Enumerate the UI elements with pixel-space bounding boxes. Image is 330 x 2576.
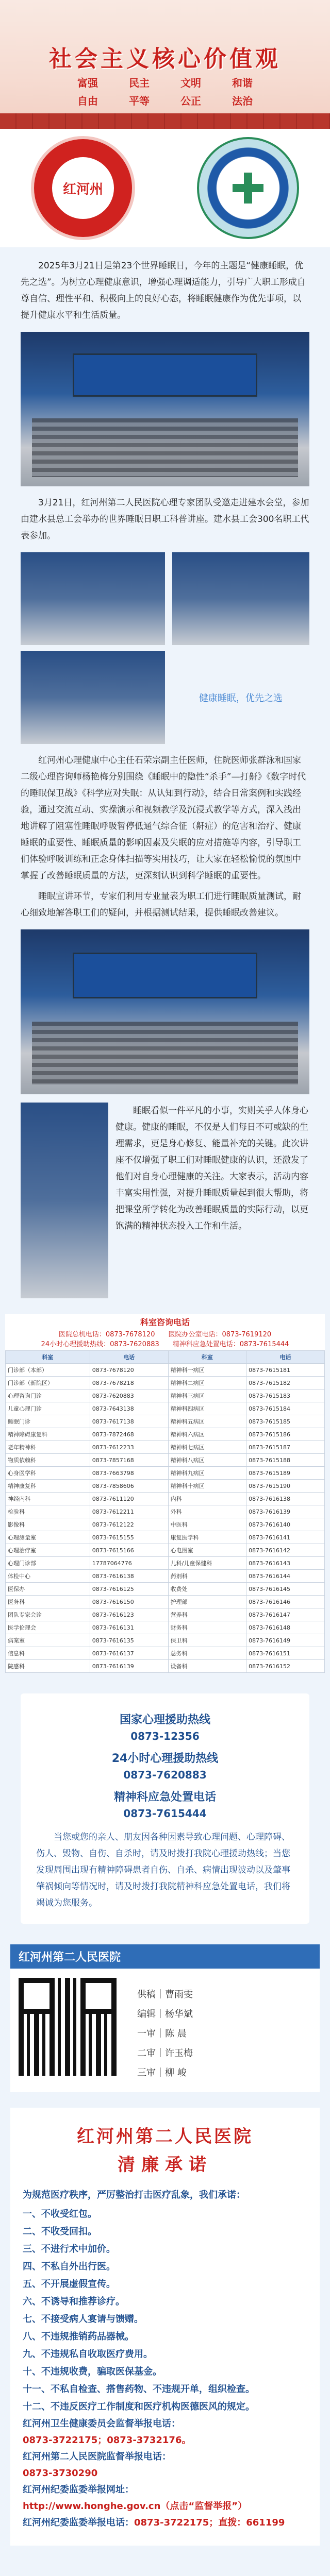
promise-item: 十一、不私自检查、搭售药物、不违规开单，组织检查。 bbox=[23, 2384, 255, 2395]
phone-cell[interactable]: 0873-7616125 bbox=[90, 1583, 168, 1596]
phone-cell[interactable]: 17787064776 bbox=[90, 1557, 168, 1570]
table-header-row bbox=[6, 1351, 325, 1364]
phone-cell[interactable]: 0873-7678120 bbox=[90, 1364, 168, 1377]
projector-screen bbox=[73, 953, 257, 998]
photo-pair bbox=[21, 651, 309, 744]
spacer bbox=[0, 1298, 330, 1314]
promise-item: 三、不进行术中加价。 bbox=[23, 2244, 116, 2255]
article-section-2 bbox=[0, 486, 330, 544]
logo-text: 红河州 bbox=[62, 181, 103, 197]
department-cell: 儿童心理门诊 bbox=[6, 1402, 90, 1415]
promise-item: 一、不收受红包。 bbox=[23, 2209, 97, 2219]
phone-cell[interactable]: 0873-7616146 bbox=[246, 1596, 325, 1608]
spacer bbox=[0, 2092, 330, 2108]
staff-line: 一审｜陈 晨 bbox=[137, 2028, 187, 2039]
column-header: 电话 bbox=[90, 1351, 168, 1364]
staff-line: 二审｜许玉梅 bbox=[137, 2048, 193, 2059]
credits-block bbox=[10, 1944, 320, 2092]
department-cell: 心身医学科 bbox=[6, 1467, 90, 1480]
hotline-number[interactable]: 0873-7615444 bbox=[123, 1807, 207, 1820]
value-item: 公正 bbox=[180, 95, 201, 107]
phone-cell[interactable]: 0873-7616139 bbox=[246, 1505, 325, 1518]
phone-cell[interactable]: 0873-7616123 bbox=[90, 1608, 168, 1621]
department-cell: 检验科 bbox=[6, 1505, 90, 1518]
column-header: 科室 bbox=[6, 1351, 90, 1364]
photo-block-1 bbox=[0, 324, 330, 486]
table-row bbox=[6, 1428, 325, 1441]
department-cell: 医学伦理会 bbox=[6, 1621, 90, 1634]
audience-photo bbox=[172, 552, 309, 645]
promise-item: 十二、不违反医疗工作制度和医疗机构医德医风的规定。 bbox=[23, 2401, 255, 2412]
table-row bbox=[6, 1364, 325, 1377]
department-cell: 精神科五病区 bbox=[168, 1415, 246, 1428]
great-wall-decoration bbox=[0, 113, 330, 129]
department-cell: 精神科八病区 bbox=[168, 1454, 246, 1467]
phone-cell[interactable]: 0873-7615189 bbox=[246, 1467, 325, 1480]
banner-slogan: 社会主义核心价值观 bbox=[49, 46, 281, 72]
hotline-heading: 24小时心理援助热线 bbox=[111, 1752, 219, 1765]
staff-line: 供稿｜曹雨雯 bbox=[137, 1989, 193, 2000]
phone-cell[interactable]: 0873-7615184 bbox=[246, 1402, 325, 1415]
department-cell: 门诊部（新院区） bbox=[6, 1377, 90, 1389]
phone-cell[interactable]: 0873-7858606 bbox=[90, 1480, 168, 1493]
department-cell: 护理部 bbox=[168, 1596, 246, 1608]
phone-cell[interactable]: 0873-7616151 bbox=[246, 1647, 325, 1660]
department-cell: 总务科 bbox=[168, 1647, 246, 1660]
department-cell: 精神科二病区 bbox=[168, 1377, 246, 1389]
staff-list bbox=[137, 1978, 193, 2083]
report-phone[interactable]: 0873-3722175；0873-3732176。 bbox=[23, 2435, 191, 2446]
phone-cell[interactable]: 0873-7611120 bbox=[90, 1493, 168, 1505]
department-cell: 外科 bbox=[168, 1505, 246, 1518]
phone-cell[interactable]: 0873-7616141 bbox=[246, 1531, 325, 1544]
department-cell: 心理治疗室 bbox=[6, 1544, 90, 1557]
department-cell: 儿科/儿童保健科 bbox=[168, 1557, 246, 1570]
promise-item: 七、不接受病人宴请与馈赠。 bbox=[23, 2314, 143, 2325]
department-cell: 精神科三病区 bbox=[168, 1389, 246, 1402]
phone-cell[interactable]: 0873-7620883 bbox=[90, 1389, 168, 1402]
promise-item: 九、不违规私自收取医疗费用。 bbox=[23, 2349, 153, 2360]
table-row bbox=[6, 1583, 325, 1596]
mental-health-center-logo bbox=[197, 137, 299, 239]
department-cell: 精神科一病区 bbox=[168, 1364, 246, 1377]
value-item: 平等 bbox=[129, 95, 150, 107]
report-phone[interactable]: 0873-3722175；直拨： bbox=[134, 2517, 246, 2528]
phone-cell[interactable]: 0873-7616140 bbox=[246, 1518, 325, 1531]
phone-cell[interactable]: 0873-7616150 bbox=[90, 1596, 168, 1608]
department-cell: 设备科 bbox=[168, 1660, 246, 1673]
caption-box bbox=[172, 651, 309, 744]
report-label-text: 红河州纪委监委举报电话： bbox=[23, 2517, 134, 2528]
column-header: 科室 bbox=[168, 1351, 246, 1364]
promise-lead: 为规范医疗秩序，严厉整治打击医疗乱象，我们承诺： bbox=[23, 2190, 245, 2200]
table-row bbox=[6, 1647, 325, 1660]
department-cell: 心理门诊部 bbox=[6, 1557, 90, 1570]
table-subtitle: 24小时心理援助热线：0873-7620883 精神科应急处置电话：0873-7615444 bbox=[41, 1341, 289, 1348]
phone-cell[interactable]: 0873-7615186 bbox=[246, 1428, 325, 1441]
phone-cell[interactable]: 0873-7616147 bbox=[246, 1608, 325, 1621]
report-label bbox=[23, 2515, 307, 2531]
paragraph: 红河州心理健康中心主任石荣宗副主任医师，住院医师张群泳和国家二级心理咨询师杨艳梅分别围绕《睡眠中的隐性“杀手”—打鼾》《数字时代的睡眠保卫战》《科学应对失眠：从认知到行动》，结合日常案例和实践经验，通过交流互动、实操演示和视频教学及沉浸式教学等方式，深入浅出地讲解了阻塞性睡眠呼吸暂停低通气综合征（鼾症）的危害和治疗、健康睡眠的重要性、睡眠质量的影响因素及失眠的应对措施等内容，引导职工们体验呼吸训练和正念身体扫描等实用技巧，让大家在轻松愉悦的氛围中掌握了改善睡眠质量的方法，更深刻认识到科学睡眠的重要性。 bbox=[21, 755, 306, 881]
phone-cell[interactable]: 0873-7612211 bbox=[90, 1505, 168, 1518]
department-cell: 精神科四病区 bbox=[168, 1402, 246, 1415]
promise-item: 四、不私自外出行医。 bbox=[23, 2261, 116, 2272]
department-cell: 门诊部（本部） bbox=[6, 1364, 90, 1377]
phone-cell[interactable]: 0873-7643138 bbox=[90, 1402, 168, 1415]
table-row bbox=[6, 1634, 325, 1647]
header-banner bbox=[0, 0, 330, 129]
phone-cell[interactable]: 0873-7616137 bbox=[90, 1647, 168, 1660]
value-item: 自由 bbox=[77, 95, 98, 107]
article-section-3 bbox=[0, 744, 330, 921]
table-row bbox=[6, 1454, 325, 1467]
promise-item: 二、不收受回扣。 bbox=[23, 2226, 97, 2237]
qr-code-icon[interactable] bbox=[19, 1978, 117, 2076]
phone-cell[interactable]: 0873-7615185 bbox=[246, 1415, 325, 1428]
department-cell: 保卫科 bbox=[168, 1634, 246, 1647]
report-phone[interactable]: 0873-3730290 bbox=[23, 2468, 98, 2479]
phone-cell[interactable]: 0873-7616143 bbox=[246, 1557, 325, 1570]
integrity-promise bbox=[10, 2108, 320, 2546]
photo-caption: 健康睡眠，优先之选 bbox=[199, 693, 283, 704]
department-cell: 病案室 bbox=[6, 1634, 90, 1647]
department-cell: 精神科六病区 bbox=[168, 1428, 246, 1441]
department-cell: 物质依赖科 bbox=[6, 1454, 90, 1467]
department-cell: 营养科 bbox=[168, 1608, 246, 1621]
phone-cell[interactable]: 0873-7616152 bbox=[246, 1660, 325, 1673]
table-row bbox=[6, 1402, 325, 1415]
article-section-4 bbox=[0, 1094, 330, 1298]
report-label: 红河州第二人民医院监督举报电话： bbox=[23, 2451, 171, 2462]
table-row bbox=[6, 1377, 325, 1389]
promise-subtitle: 清廉承诺 bbox=[118, 2155, 212, 2175]
table-row bbox=[6, 1518, 325, 1531]
department-cell: 精神科九病区 bbox=[168, 1467, 246, 1480]
phone-cell[interactable]: 0873-7857168 bbox=[90, 1454, 168, 1467]
department-cell: 团队专家会诊 bbox=[6, 1608, 90, 1621]
table-row bbox=[6, 1480, 325, 1493]
department-cell: 精神康复科 bbox=[6, 1480, 90, 1493]
phone-cell[interactable]: 0873-7612233 bbox=[90, 1441, 168, 1454]
promise-item: 十、不违规收费，骗取医保基金。 bbox=[23, 2366, 162, 2377]
audience-rows bbox=[32, 1022, 298, 1084]
department-cell: 收费处 bbox=[168, 1583, 246, 1596]
photo-pair bbox=[21, 552, 309, 645]
phone-cell[interactable]: 0873-7615166 bbox=[90, 1544, 168, 1557]
phone-cell[interactable]: 0873-7616135 bbox=[90, 1634, 168, 1647]
lecture-hall-photo bbox=[21, 332, 309, 486]
department-cell: 康复医学科 bbox=[168, 1531, 246, 1544]
department-cell: 心理咨询门诊 bbox=[6, 1389, 90, 1402]
projector-screen bbox=[73, 353, 257, 397]
phone-cell[interactable]: 0873-7615183 bbox=[246, 1389, 325, 1402]
phone-cell[interactable]: 0873-7615188 bbox=[246, 1454, 325, 1467]
table-row bbox=[6, 1531, 325, 1544]
phone-cell[interactable]: 0873-7616139 bbox=[90, 1660, 168, 1673]
table-row bbox=[6, 1467, 325, 1480]
phone-cell[interactable]: 0873-7615181 bbox=[246, 1364, 325, 1377]
audience-rows bbox=[32, 418, 298, 477]
paragraph: 2025年3月21日是第23个世界睡眠日，今年的主题是“健康睡眠，优先之选”。为树立心理健康意识，增强心理调适能力，引导广大职工形成自尊自信、理性平和、积极向上的良好心态，将睡眠健康作为优先事项，以提升健康水平和生活质量。 bbox=[21, 261, 306, 320]
department-cell: 医保办 bbox=[6, 1583, 90, 1596]
promise-item: 六、不诱导和推荐诊疗。 bbox=[23, 2296, 125, 2307]
hotline-heading: 国家心理援助热线 bbox=[119, 1714, 210, 1726]
phone-cell[interactable]: 0873-7615182 bbox=[246, 1377, 325, 1389]
table-row bbox=[6, 1389, 325, 1402]
spacer bbox=[0, 1924, 330, 1944]
paragraph: 睡眠宣讲环节，专家们利用专业量表为职工们进行睡眠质量测试，耐心细致地解答职工们的疑问，并根据测试结果，提供睡眠改善建议。 bbox=[21, 891, 301, 918]
photo-block-3 bbox=[0, 921, 330, 1094]
phone-table bbox=[5, 1350, 325, 1673]
phone-cell[interactable]: 0873-7616149 bbox=[246, 1634, 325, 1647]
photo-text-row bbox=[21, 1103, 309, 1298]
table-row bbox=[6, 1570, 325, 1583]
department-cell: 医务科 bbox=[6, 1596, 90, 1608]
phone-cell[interactable]: 0873-7678218 bbox=[90, 1377, 168, 1389]
photo-block-2 bbox=[0, 544, 330, 744]
phone-cell[interactable]: 0873-7663798 bbox=[90, 1467, 168, 1480]
department-cell: 心电图室 bbox=[168, 1544, 246, 1557]
article-intro bbox=[0, 247, 330, 324]
staff-line: 编辑｜杨华斌 bbox=[137, 2009, 193, 2020]
table-row bbox=[6, 1505, 325, 1518]
table-row bbox=[6, 1621, 325, 1634]
phone-cell[interactable]: 0873-7616138 bbox=[246, 1493, 325, 1505]
hospital-name-header: 红河州第二人民医院 bbox=[10, 1944, 320, 1969]
table-row bbox=[6, 1660, 325, 1673]
department-cell: 体检中心 bbox=[6, 1570, 90, 1583]
department-cell: 精神障碍康复科 bbox=[6, 1428, 90, 1441]
phone-cell[interactable]: 0873-7616145 bbox=[246, 1583, 325, 1596]
report-phone-direct[interactable]: 661199 bbox=[246, 2517, 285, 2528]
hospital-party-logo bbox=[31, 136, 135, 240]
department-cell: 内科 bbox=[168, 1493, 246, 1505]
phone-cell[interactable]: 0873-7616144 bbox=[246, 1570, 325, 1583]
value-item: 法治 bbox=[232, 95, 253, 107]
table-row bbox=[6, 1544, 325, 1557]
phone-cell[interactable]: 0873-7617138 bbox=[90, 1415, 168, 1428]
department-cell: 影像科 bbox=[6, 1518, 90, 1531]
department-cell: 精神科十病区 bbox=[168, 1480, 246, 1493]
table-row bbox=[6, 1557, 325, 1570]
department-cell: 精神科七病区 bbox=[168, 1441, 246, 1454]
department-cell: 财务科 bbox=[168, 1621, 246, 1634]
table-subtitle: 医院总机电话：0873-7678120 医院办公室电话：0873-7619120 bbox=[58, 1331, 272, 1338]
hotline-description: 当您或您的亲人、朋友因各种因素导致心理问题、心理障碍、伤人、毁物、自伤、自杀时，请及时拨打我院心理援助热线；当您发现周围出现有精神障碍患者自伤、自杀、病情出现波动以及肇事肇祸倾向等情况时，请及时拨打我院精神科应急处置电话，我们将竭诚为您服务。 bbox=[36, 1832, 290, 1908]
promise-item: 八、不违规推销药品器械。 bbox=[23, 2331, 134, 2342]
table-row bbox=[6, 1493, 325, 1505]
phone-cell[interactable]: 0873-7872468 bbox=[90, 1428, 168, 1441]
qr-and-staff bbox=[10, 1969, 320, 2092]
table-row bbox=[6, 1596, 325, 1608]
phone-cell[interactable]: 0873-7616138 bbox=[90, 1570, 168, 1583]
column-header: 电话 bbox=[246, 1351, 325, 1364]
department-cell: 院感科 bbox=[6, 1660, 90, 1673]
phone-cell[interactable]: 0873-7616142 bbox=[246, 1544, 325, 1557]
report-label: 红河州纪委监委举报网址： bbox=[23, 2484, 134, 2495]
speaker-photo bbox=[21, 651, 165, 744]
table-row bbox=[6, 1441, 325, 1454]
phone-cell[interactable]: 0873-7615155 bbox=[90, 1531, 168, 1544]
department-cell: 中医科 bbox=[168, 1518, 246, 1531]
hotline-card bbox=[21, 1693, 309, 1924]
speaker-photo bbox=[21, 552, 165, 645]
promise-item: 五、不开展虚假宣传。 bbox=[23, 2279, 116, 2290]
speaker-photo bbox=[21, 1103, 108, 1298]
phone-cell[interactable]: 0873-7615187 bbox=[246, 1441, 325, 1454]
value-item: 文明 bbox=[180, 77, 201, 89]
staff-line: 三审｜柳 峻 bbox=[137, 2067, 187, 2078]
hotline-number[interactable]: 0873-12356 bbox=[130, 1730, 200, 1742]
department-cell: 心理测量室 bbox=[6, 1531, 90, 1544]
department-cell: 老年精神科 bbox=[6, 1441, 90, 1454]
phone-cell[interactable]: 0873-7616148 bbox=[246, 1621, 325, 1634]
logo-row bbox=[0, 129, 330, 247]
table-row bbox=[6, 1415, 325, 1428]
hotline-heading: 精神科应急处置电话 bbox=[113, 1791, 216, 1804]
department-cell: 睡眠门诊 bbox=[6, 1415, 90, 1428]
table-title: 科室咨询电话 bbox=[140, 1317, 190, 1327]
table-row bbox=[6, 1608, 325, 1621]
value-item: 民主 bbox=[129, 77, 150, 89]
department-cell: 药剂科 bbox=[168, 1570, 246, 1583]
paragraph: 睡眠看似一件平凡的小事，实则关乎人体身心健康。健康的睡眠，不仅是人们每日不可或缺的生理需求，更是身心修复、能量补充的关键。此次讲座不仅增强了职工们对睡眠健康的认识，还激发了他们对自身心理健康的关注。大家表示，活动内容丰富实用性强，对提升睡眠质量起到很大帮助，将把课堂所学转化为改善睡眠质量的实际行动，以更饱满的精神状态投入工作和生活。 bbox=[116, 1106, 308, 1231]
promise-title: 红河州第二人民医院 bbox=[77, 2126, 253, 2147]
value-item: 富强 bbox=[77, 77, 98, 89]
medical-cross-icon bbox=[233, 173, 263, 204]
paragraph: 3月21日，红河州第二人民医院心理专家团队受邀走进建水会堂，参加由建水县总工会举办的世界睡眠日职工科普讲座。建水县工会300名职工代表参加。 bbox=[21, 498, 309, 541]
report-label: 红河州卫生健康委员会监督举报电话： bbox=[23, 2418, 180, 2429]
promise-list bbox=[23, 2206, 307, 2416]
value-item: 和谐 bbox=[232, 77, 253, 89]
department-cell: 信息科 bbox=[6, 1647, 90, 1660]
report-url-link[interactable]: http://www.honghe.gov.cn（点击“监督举报”） bbox=[23, 2501, 248, 2512]
department-cell: 神经内科 bbox=[6, 1493, 90, 1505]
department-phone-table bbox=[5, 1314, 325, 1673]
hotline-number[interactable]: 0873-7620883 bbox=[123, 1769, 207, 1781]
table-body bbox=[6, 1364, 325, 1673]
spacer bbox=[0, 1673, 330, 1693]
lecture-hall-photo bbox=[21, 929, 309, 1094]
phone-cell[interactable]: 0873-7612122 bbox=[90, 1518, 168, 1531]
phone-cell[interactable]: 0873-7615190 bbox=[246, 1480, 325, 1493]
phone-cell[interactable]: 0873-7616131 bbox=[90, 1621, 168, 1634]
